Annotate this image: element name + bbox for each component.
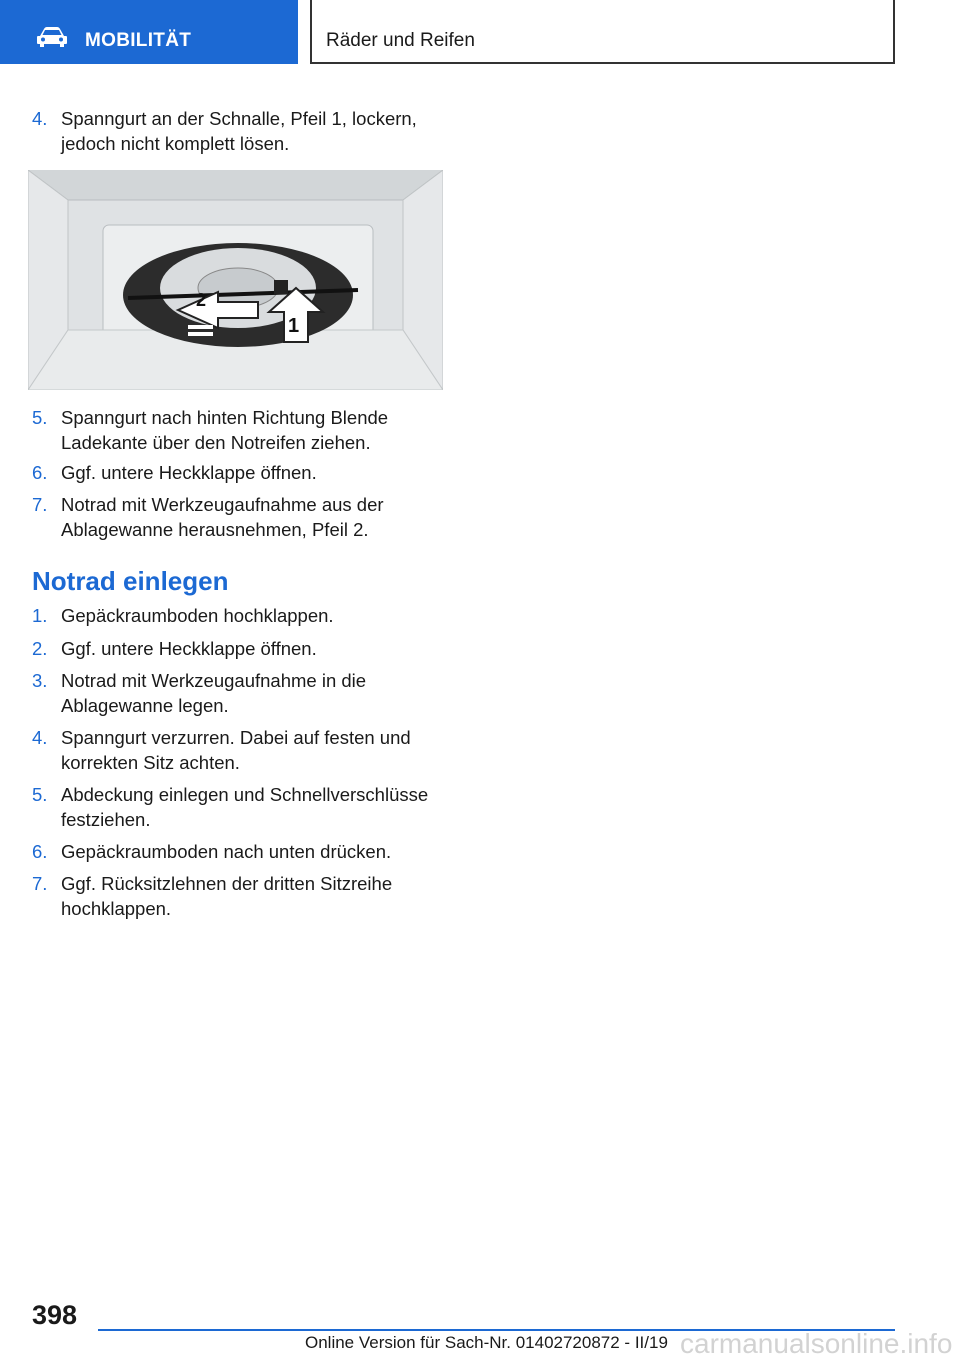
section-tab [0, 0, 298, 64]
step-number: 2. [32, 638, 48, 659]
car-icon [36, 26, 68, 48]
trunk-drawing [28, 170, 443, 390]
step-text: Spanngurt an der Schnalle, Pfeil 1, lockern, jedoch nicht komplett lösen. [61, 108, 417, 154]
list-item [32, 106, 452, 156]
step-text: Ggf. untere Heckklappe öffnen. [61, 638, 317, 659]
step-number: 7. [32, 873, 48, 894]
step-number: 4. [32, 108, 48, 129]
callout-2: 2 [196, 290, 207, 310]
step-text: Notrad mit Werkzeugaufnahme aus der Ablagewanne herausnehmen, Pfeil 2. [61, 494, 384, 540]
step-text: Gepäckraumboden nach unten drücken. [61, 841, 392, 862]
step-text: Spanngurt verzurren. Dabei auf festen und korrekten Sitz achten. [61, 727, 411, 773]
list-item [32, 603, 452, 628]
step-number: 5. [32, 407, 48, 428]
step-text: Ggf. Rücksitzlehnen der dritten Sitzreihe hochklappen. [61, 873, 393, 919]
step-number: 5. [32, 784, 48, 805]
step-text: Abdeckung einlegen und Schnellverschlüsse festziehen. [61, 784, 429, 830]
watermark: carmanualsonline.info [680, 1328, 953, 1359]
spare-wheel-illustration [28, 170, 443, 390]
page-number: 398 [32, 1300, 78, 1330]
list-item [32, 636, 452, 661]
list-item [32, 668, 452, 718]
callout-1: 1 [288, 315, 300, 337]
step-number: 4. [32, 727, 48, 748]
list-item [32, 725, 452, 775]
section-title: MOBILITÄT [85, 30, 192, 51]
list-item [32, 871, 452, 921]
chapter-title: Räder und Reifen [326, 30, 475, 51]
step-number: 6. [32, 462, 48, 483]
list-item [32, 839, 452, 864]
list-item [32, 405, 452, 455]
list-item [32, 782, 452, 832]
step-text: Notrad mit Werkzeugaufnahme in die Ablagewanne legen. [61, 670, 367, 716]
list-item [32, 460, 452, 485]
chapter-header [310, 0, 895, 64]
step-text: Spanngurt nach hinten Richtung Blende Ladekante über den Notreifen ziehen. [61, 407, 389, 453]
footer-text: Online Version für Sach-Nr. 01402720872 - II/19 [305, 1333, 668, 1352]
step-number: 3. [32, 670, 48, 691]
section-heading: Notrad einlegen [32, 566, 229, 596]
step-number: 6. [32, 841, 48, 862]
list-item [32, 492, 452, 542]
step-number: 1. [32, 605, 48, 626]
step-text: Gepäckraumboden hochklappen. [61, 605, 334, 626]
step-number: 7. [32, 494, 48, 515]
step-text: Ggf. untere Heckklappe öffnen. [61, 462, 317, 483]
